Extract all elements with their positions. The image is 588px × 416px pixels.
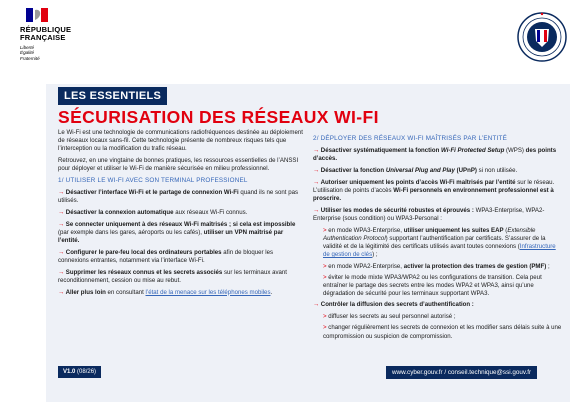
anssi-seal-icon <box>517 12 567 62</box>
sub-item: > en mode WPA3-Enterprise, utiliser uniquement les suites EAP (Extensible Authentication Protocol) supportant l’authentification par certificats. S’assurer de la validité et de la légitimité des certificats utilisés avant toutes connexions (Infrastructure de gestion de clés) ; <box>323 226 556 259</box>
motto-line2: Égalité <box>20 50 35 56</box>
arrow-icon: → <box>58 209 66 217</box>
list-item: → Désactiver la fonction Universal Plug and Play (UPnP) si non utilisée. <box>313 167 518 175</box>
mobile-threat-link[interactable]: l’état de la menace sur les téléphones mobiles <box>145 288 271 296</box>
intro-paragraph-1: Le Wi-Fi est une technologie de communications radiofréquences destinée au déploiement de réseaux locaux sans-fil. Cette technologie présente de nombreux risques tels que l’interception ou la modification du trafic réseau. <box>58 129 303 153</box>
motto-line1: Liberté <box>20 45 35 50</box>
list-item: → Contrôler la diffusion des secrets d’authentification : <box>313 301 474 309</box>
motto-line3: Fraternité <box>20 55 40 61</box>
list-item: → Supprimer les réseaux connus et les secrets associés sur les terminaux avant reconditionnement, cession ou mise au rebut. <box>58 268 287 285</box>
arrow-icon: > <box>323 262 329 270</box>
arrow-icon: → <box>58 268 66 276</box>
arrow-icon: → <box>313 301 321 309</box>
republique-francaise-logo <box>20 8 90 61</box>
sub-item: > changer régulièrement les secrets de connexion et les modifier sans délais suite à une compromission ou suspicion de compromission. <box>323 324 562 340</box>
list-item: → Aller plus loin en consultant l’état de la menace sur les téléphones mobiles. <box>58 288 273 296</box>
version-badge: V1.0 (08/26) <box>58 366 101 378</box>
contact-banner[interactable]: www.cyber.gouv.fr / conseil.technique@ssi.gouv.fr <box>386 366 537 379</box>
arrow-icon: > <box>323 273 329 281</box>
list-item: → Autoriser uniquement les points d’accès Wi-Fi maîtrisés par l’entité sur le réseau. L’utilisation de points d’accès Wi-Fi personnels en environnement professionnel est à proscrire. <box>313 178 555 203</box>
rf-title-line2: FRANÇAISE <box>20 33 66 42</box>
left-column <box>58 129 303 300</box>
arrow-icon: → <box>58 220 66 228</box>
arrow-icon: → <box>313 167 321 175</box>
marianne-icon <box>26 8 90 22</box>
list-item: → Se connecter uniquement à des réseaux Wi-Fi maîtrisés ; si cela est impossible (par exemple dans les gares, aéroports ou les cafés), utiliser un VPN maîtrisé par l’entité. <box>58 220 296 245</box>
list-item: → Désactiver l’interface Wi-Fi et le partage de connexion Wi-Fi quand ils ne sont pas utilisés. <box>58 189 299 205</box>
pki-link[interactable]: Infrastructure de gestion de clés <box>323 243 556 259</box>
sub-item: > diffuser les secrets au seul personnel autorisé ; <box>323 313 456 321</box>
right-column <box>313 135 563 344</box>
sub-item: > éviter le mode mixte WPA3/WPA2 ou les configurations de transition. Cela peut entraîner le partage des secrets entre les modes WPA2 et WPA3, ainsi qu’une dégradation de sécurité pour les terminaux supportant WPA3. <box>323 273 542 298</box>
arrow-icon: > <box>323 324 329 332</box>
arrow-icon: → <box>58 288 66 296</box>
sub-item: > en mode WPA2-Enterprise, activer la protection des trames de gestion (PMF) ; <box>323 262 550 270</box>
page-title: SÉCURISATION DES RÉSEAUX WI-FI <box>58 107 379 127</box>
list-item: → Configurer le pare-feu local des ordinateurs portables afin de bloquer les connexions entrantes, notamment via l’interface Wi-Fi. <box>58 248 274 265</box>
section-heading-2: 2/ DÉPLOYER DES RÉSEAUX WI-FI MAÎTRISÉS PAR L’ENTITÉ <box>313 135 507 142</box>
list-item: → Utiliser les modes de sécurité robustes et éprouvés : WPA3-Enterprise, WPA2-Enterprise (sous condition) ou WPA3-Personal : <box>313 206 545 223</box>
arrow-icon: → <box>313 178 321 186</box>
intro-paragraph-2: Retrouvez, en une vingtaine de bonnes pratiques, les ressources essentielles de l’ANSSI pour déployer et utiliser le Wi-Fi de manière sécurisée en milieu professionnel. <box>58 157 299 173</box>
arrow-icon: → <box>313 206 321 214</box>
arrow-icon: → <box>313 147 321 155</box>
rf-title-line1: RÉPUBLIQUE <box>20 25 72 34</box>
arrow-icon: → <box>58 189 66 197</box>
list-item: → Désactiver systématiquement la fonction Wi-Fi Protected Setup (WPS) des points d’accès. <box>313 147 557 163</box>
arrow-icon: > <box>323 226 329 234</box>
list-item: → Désactiver la connexion automatique aux réseaux Wi-Fi connus. <box>58 209 248 217</box>
section-heading-1: 1/ UTILISER LE WI-FI AVEC SON TERMINAL PROFESSIONEL <box>58 177 248 185</box>
section-badge: LES ESSENTIELS <box>58 87 167 105</box>
arrow-icon: → <box>58 248 66 256</box>
arrow-icon: > <box>323 313 329 321</box>
